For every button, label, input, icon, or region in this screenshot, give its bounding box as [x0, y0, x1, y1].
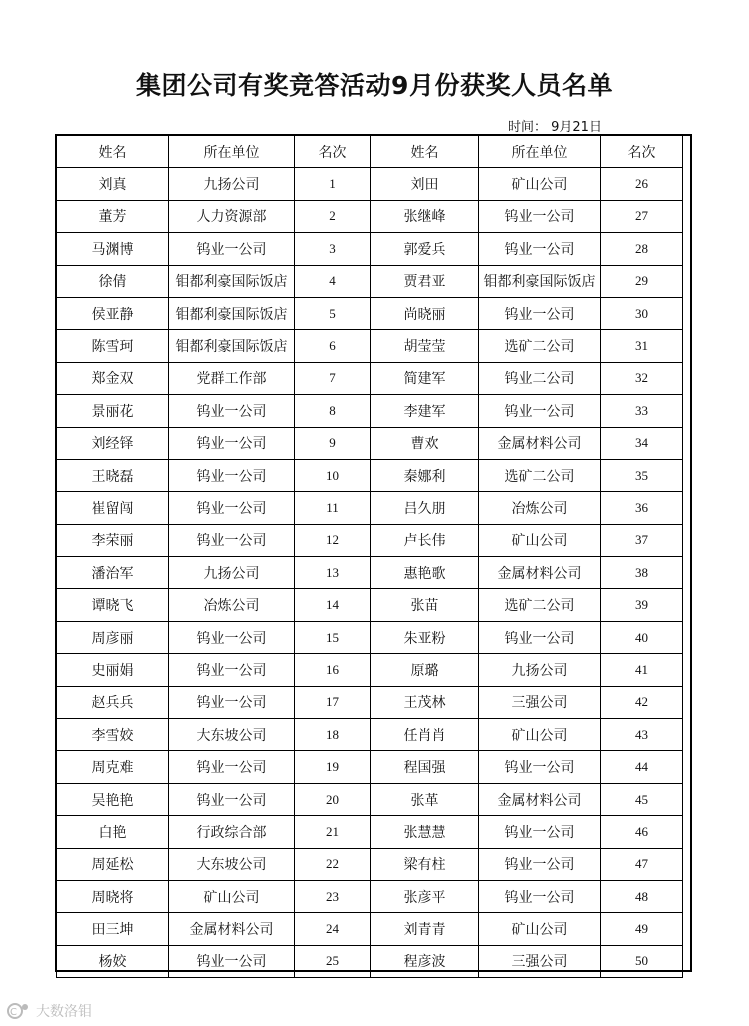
winner-rank: 43: [601, 719, 683, 751]
winner-rank: 47: [601, 848, 683, 880]
winner-rank: 10: [295, 459, 371, 491]
winner-name: 王茂林: [371, 686, 479, 718]
winner-name: 徐倩: [57, 265, 169, 297]
winner-name: 曹欢: [371, 427, 479, 459]
winner-name: 朱亚粉: [371, 621, 479, 653]
winner-unit: 行政综合部: [169, 816, 295, 848]
header-rank: 名次: [601, 136, 683, 168]
winner-rank: 29: [601, 265, 683, 297]
winner-rank: 28: [601, 233, 683, 265]
winner-unit: 钨业一公司: [169, 621, 295, 653]
winner-name: 李雪姣: [57, 719, 169, 751]
winner-unit: 钨业一公司: [169, 654, 295, 686]
winner-rank: 12: [295, 524, 371, 556]
winner-name: 杨姣: [57, 945, 169, 977]
winner-unit: 矿山公司: [479, 168, 601, 200]
winner-unit: 九扬公司: [169, 557, 295, 589]
winner-unit: 九扬公司: [169, 168, 295, 200]
winner-unit: 钼都利豪国际饭店: [169, 265, 295, 297]
winner-unit: 钨业一公司: [169, 427, 295, 459]
winner-name: 刘经铎: [57, 427, 169, 459]
header-name: 姓名: [371, 136, 479, 168]
winner-name: 刘真: [57, 168, 169, 200]
table-row: [57, 168, 683, 200]
winner-rank: 35: [601, 459, 683, 491]
winner-rank: 45: [601, 783, 683, 815]
winner-unit: 矿山公司: [479, 524, 601, 556]
table-row: [57, 654, 683, 686]
winner-unit: 金属材料公司: [479, 427, 601, 459]
winner-unit: 人力资源部: [169, 200, 295, 232]
winner-rank: 46: [601, 816, 683, 848]
winner-rank: 40: [601, 621, 683, 653]
winner-unit: 钨业一公司: [479, 297, 601, 329]
winner-unit: 钨业一公司: [169, 686, 295, 718]
table-row: [57, 557, 683, 589]
winner-name: 白艳: [57, 816, 169, 848]
header-name: 姓名: [57, 136, 169, 168]
winner-rank: 41: [601, 654, 683, 686]
table-row: [57, 200, 683, 232]
document-title: 集团公司有奖竞答活动9月份获奖人员名单: [136, 71, 613, 100]
winner-name: 卢长伟: [371, 524, 479, 556]
winner-name: 程国强: [371, 751, 479, 783]
date-label: 时间： 9月21日: [508, 120, 602, 135]
table-row: [57, 589, 683, 621]
winner-name: 胡莹莹: [371, 330, 479, 362]
winner-name: 周延松: [57, 848, 169, 880]
winner-name: 李建军: [371, 395, 479, 427]
table-row: [57, 751, 683, 783]
winner-rank: 11: [295, 492, 371, 524]
winner-unit: 钨业一公司: [169, 459, 295, 491]
winner-name: 吕久朋: [371, 492, 479, 524]
winner-unit: 钨业一公司: [479, 816, 601, 848]
table-row: [57, 686, 683, 718]
winner-unit: 矿山公司: [479, 913, 601, 945]
watermark-text: 大数洛钼: [36, 1004, 92, 1020]
winner-name: 马渊博: [57, 233, 169, 265]
winner-unit: 钨业一公司: [169, 783, 295, 815]
winner-unit: 钨业一公司: [479, 751, 601, 783]
winner-rank: 36: [601, 492, 683, 524]
table-row: [57, 233, 683, 265]
winner-unit: 矿山公司: [479, 719, 601, 751]
watermark: [6, 1001, 92, 1021]
winner-rank: 27: [601, 200, 683, 232]
winner-name: 郭爱兵: [371, 233, 479, 265]
table-row: [57, 297, 683, 329]
winner-name: 惠艳歌: [371, 557, 479, 589]
winner-name: 任肖肖: [371, 719, 479, 751]
winner-unit: 选矿二公司: [479, 459, 601, 491]
winner-unit: 钨业一公司: [479, 200, 601, 232]
table-row: [57, 427, 683, 459]
winner-rank: 13: [295, 557, 371, 589]
winner-name: 刘田: [371, 168, 479, 200]
svg-text:C: C: [10, 1007, 17, 1018]
winner-name: 侯亚静: [57, 297, 169, 329]
winner-name: 王晓磊: [57, 459, 169, 491]
table-row: [57, 265, 683, 297]
winner-unit: 钨业一公司: [169, 492, 295, 524]
winner-unit: 钨业二公司: [479, 362, 601, 394]
winner-name: 贾君亚: [371, 265, 479, 297]
winner-unit: 钨业一公司: [479, 395, 601, 427]
winner-rank: 37: [601, 524, 683, 556]
winner-unit: 钼都利豪国际饭店: [169, 297, 295, 329]
winner-name: 赵兵兵: [57, 686, 169, 718]
winner-unit: 九扬公司: [479, 654, 601, 686]
winner-rank: 7: [295, 362, 371, 394]
winner-unit: 三强公司: [479, 945, 601, 977]
winner-rank: 26: [601, 168, 683, 200]
winner-rank: 42: [601, 686, 683, 718]
header-rank: 名次: [295, 136, 371, 168]
table-row: [57, 945, 683, 977]
winner-name: 吴艳艳: [57, 783, 169, 815]
table-header-row: [57, 136, 683, 168]
table-row: [57, 459, 683, 491]
winner-rank: 18: [295, 719, 371, 751]
winner-rank: 31: [601, 330, 683, 362]
winner-name: 田三坤: [57, 913, 169, 945]
winner-rank: 21: [295, 816, 371, 848]
table-row: [57, 621, 683, 653]
winner-unit: 钨业一公司: [479, 880, 601, 912]
winner-unit: 钨业一公司: [169, 751, 295, 783]
winner-name: 张彦平: [371, 880, 479, 912]
winner-rank: 25: [295, 945, 371, 977]
winner-rank: 50: [601, 945, 683, 977]
winner-name: 刘青青: [371, 913, 479, 945]
winner-rank: 5: [295, 297, 371, 329]
winner-unit: 党群工作部: [169, 362, 295, 394]
winner-name: 潘治军: [57, 557, 169, 589]
winner-unit: 矿山公司: [169, 880, 295, 912]
winner-rank: 19: [295, 751, 371, 783]
winner-unit: 冶炼公司: [169, 589, 295, 621]
winner-unit: 钼都利豪国际饭店: [479, 265, 601, 297]
winner-rank: 38: [601, 557, 683, 589]
winner-unit: 金属材料公司: [479, 783, 601, 815]
winner-unit: 钼都利豪国际饭店: [169, 330, 295, 362]
winners-table: [56, 135, 683, 978]
winner-rank: 49: [601, 913, 683, 945]
winner-name: 董芳: [57, 200, 169, 232]
winner-name: 谭晓飞: [57, 589, 169, 621]
winner-unit: 钨业一公司: [479, 848, 601, 880]
table-body: [57, 168, 683, 978]
winner-rank: 20: [295, 783, 371, 815]
winner-name: 崔留闯: [57, 492, 169, 524]
table-row: [57, 362, 683, 394]
winner-name: 简建军: [371, 362, 479, 394]
table-row: [57, 913, 683, 945]
winner-unit: 大东坡公司: [169, 719, 295, 751]
winner-rank: 6: [295, 330, 371, 362]
winner-name: 尚晓丽: [371, 297, 479, 329]
winner-rank: 22: [295, 848, 371, 880]
winner-name: 周彦丽: [57, 621, 169, 653]
winner-name: 张苗: [371, 589, 479, 621]
table-row: [57, 783, 683, 815]
winner-name: 张继峰: [371, 200, 479, 232]
winner-rank: 44: [601, 751, 683, 783]
winner-unit: 冶炼公司: [479, 492, 601, 524]
winner-rank: 33: [601, 395, 683, 427]
winner-name: 周克难: [57, 751, 169, 783]
table-row: [57, 816, 683, 848]
table-row: [57, 524, 683, 556]
winner-rank: 17: [295, 686, 371, 718]
winner-rank: 8: [295, 395, 371, 427]
winner-rank: 48: [601, 880, 683, 912]
winner-rank: 9: [295, 427, 371, 459]
winner-rank: 34: [601, 427, 683, 459]
winner-rank: 15: [295, 621, 371, 653]
winner-name: 陈雪珂: [57, 330, 169, 362]
winner-rank: 16: [295, 654, 371, 686]
winner-name: 原璐: [371, 654, 479, 686]
table-row: [57, 719, 683, 751]
header-unit: 所在单位: [169, 136, 295, 168]
table-row: [57, 395, 683, 427]
winner-name: 李荣丽: [57, 524, 169, 556]
winner-name: 张慧慧: [371, 816, 479, 848]
table-row: [57, 492, 683, 524]
table-row: [57, 880, 683, 912]
logo-icon: [6, 1002, 32, 1020]
winner-name: 周晓将: [57, 880, 169, 912]
winner-unit: 钨业一公司: [169, 395, 295, 427]
winner-unit: 选矿二公司: [479, 330, 601, 362]
table-row: [57, 848, 683, 880]
winner-unit: 三强公司: [479, 686, 601, 718]
winner-unit: 选矿二公司: [479, 589, 601, 621]
winner-unit: 钨业一公司: [479, 621, 601, 653]
winner-name: 梁有柱: [371, 848, 479, 880]
winner-rank: 24: [295, 913, 371, 945]
winner-rank: 2: [295, 200, 371, 232]
table-row: [57, 330, 683, 362]
winner-rank: 14: [295, 589, 371, 621]
winner-unit: 钨业一公司: [169, 233, 295, 265]
winner-unit: 金属材料公司: [479, 557, 601, 589]
winner-rank: 1: [295, 168, 371, 200]
winner-rank: 3: [295, 233, 371, 265]
header-unit: 所在单位: [479, 136, 601, 168]
winner-name: 程彦波: [371, 945, 479, 977]
winner-unit: 大东坡公司: [169, 848, 295, 880]
winner-name: 史丽娟: [57, 654, 169, 686]
winner-unit: 钨业一公司: [169, 524, 295, 556]
winner-rank: 23: [295, 880, 371, 912]
winner-name: 郑金双: [57, 362, 169, 394]
winner-rank: 30: [601, 297, 683, 329]
winner-name: 秦娜利: [371, 459, 479, 491]
winner-rank: 4: [295, 265, 371, 297]
winner-rank: 32: [601, 362, 683, 394]
winner-rank: 39: [601, 589, 683, 621]
winner-name: 景丽花: [57, 395, 169, 427]
winner-name: 张革: [371, 783, 479, 815]
winner-unit: 钨业一公司: [479, 233, 601, 265]
winner-unit: 钨业一公司: [169, 945, 295, 977]
winner-unit: 金属材料公司: [169, 913, 295, 945]
